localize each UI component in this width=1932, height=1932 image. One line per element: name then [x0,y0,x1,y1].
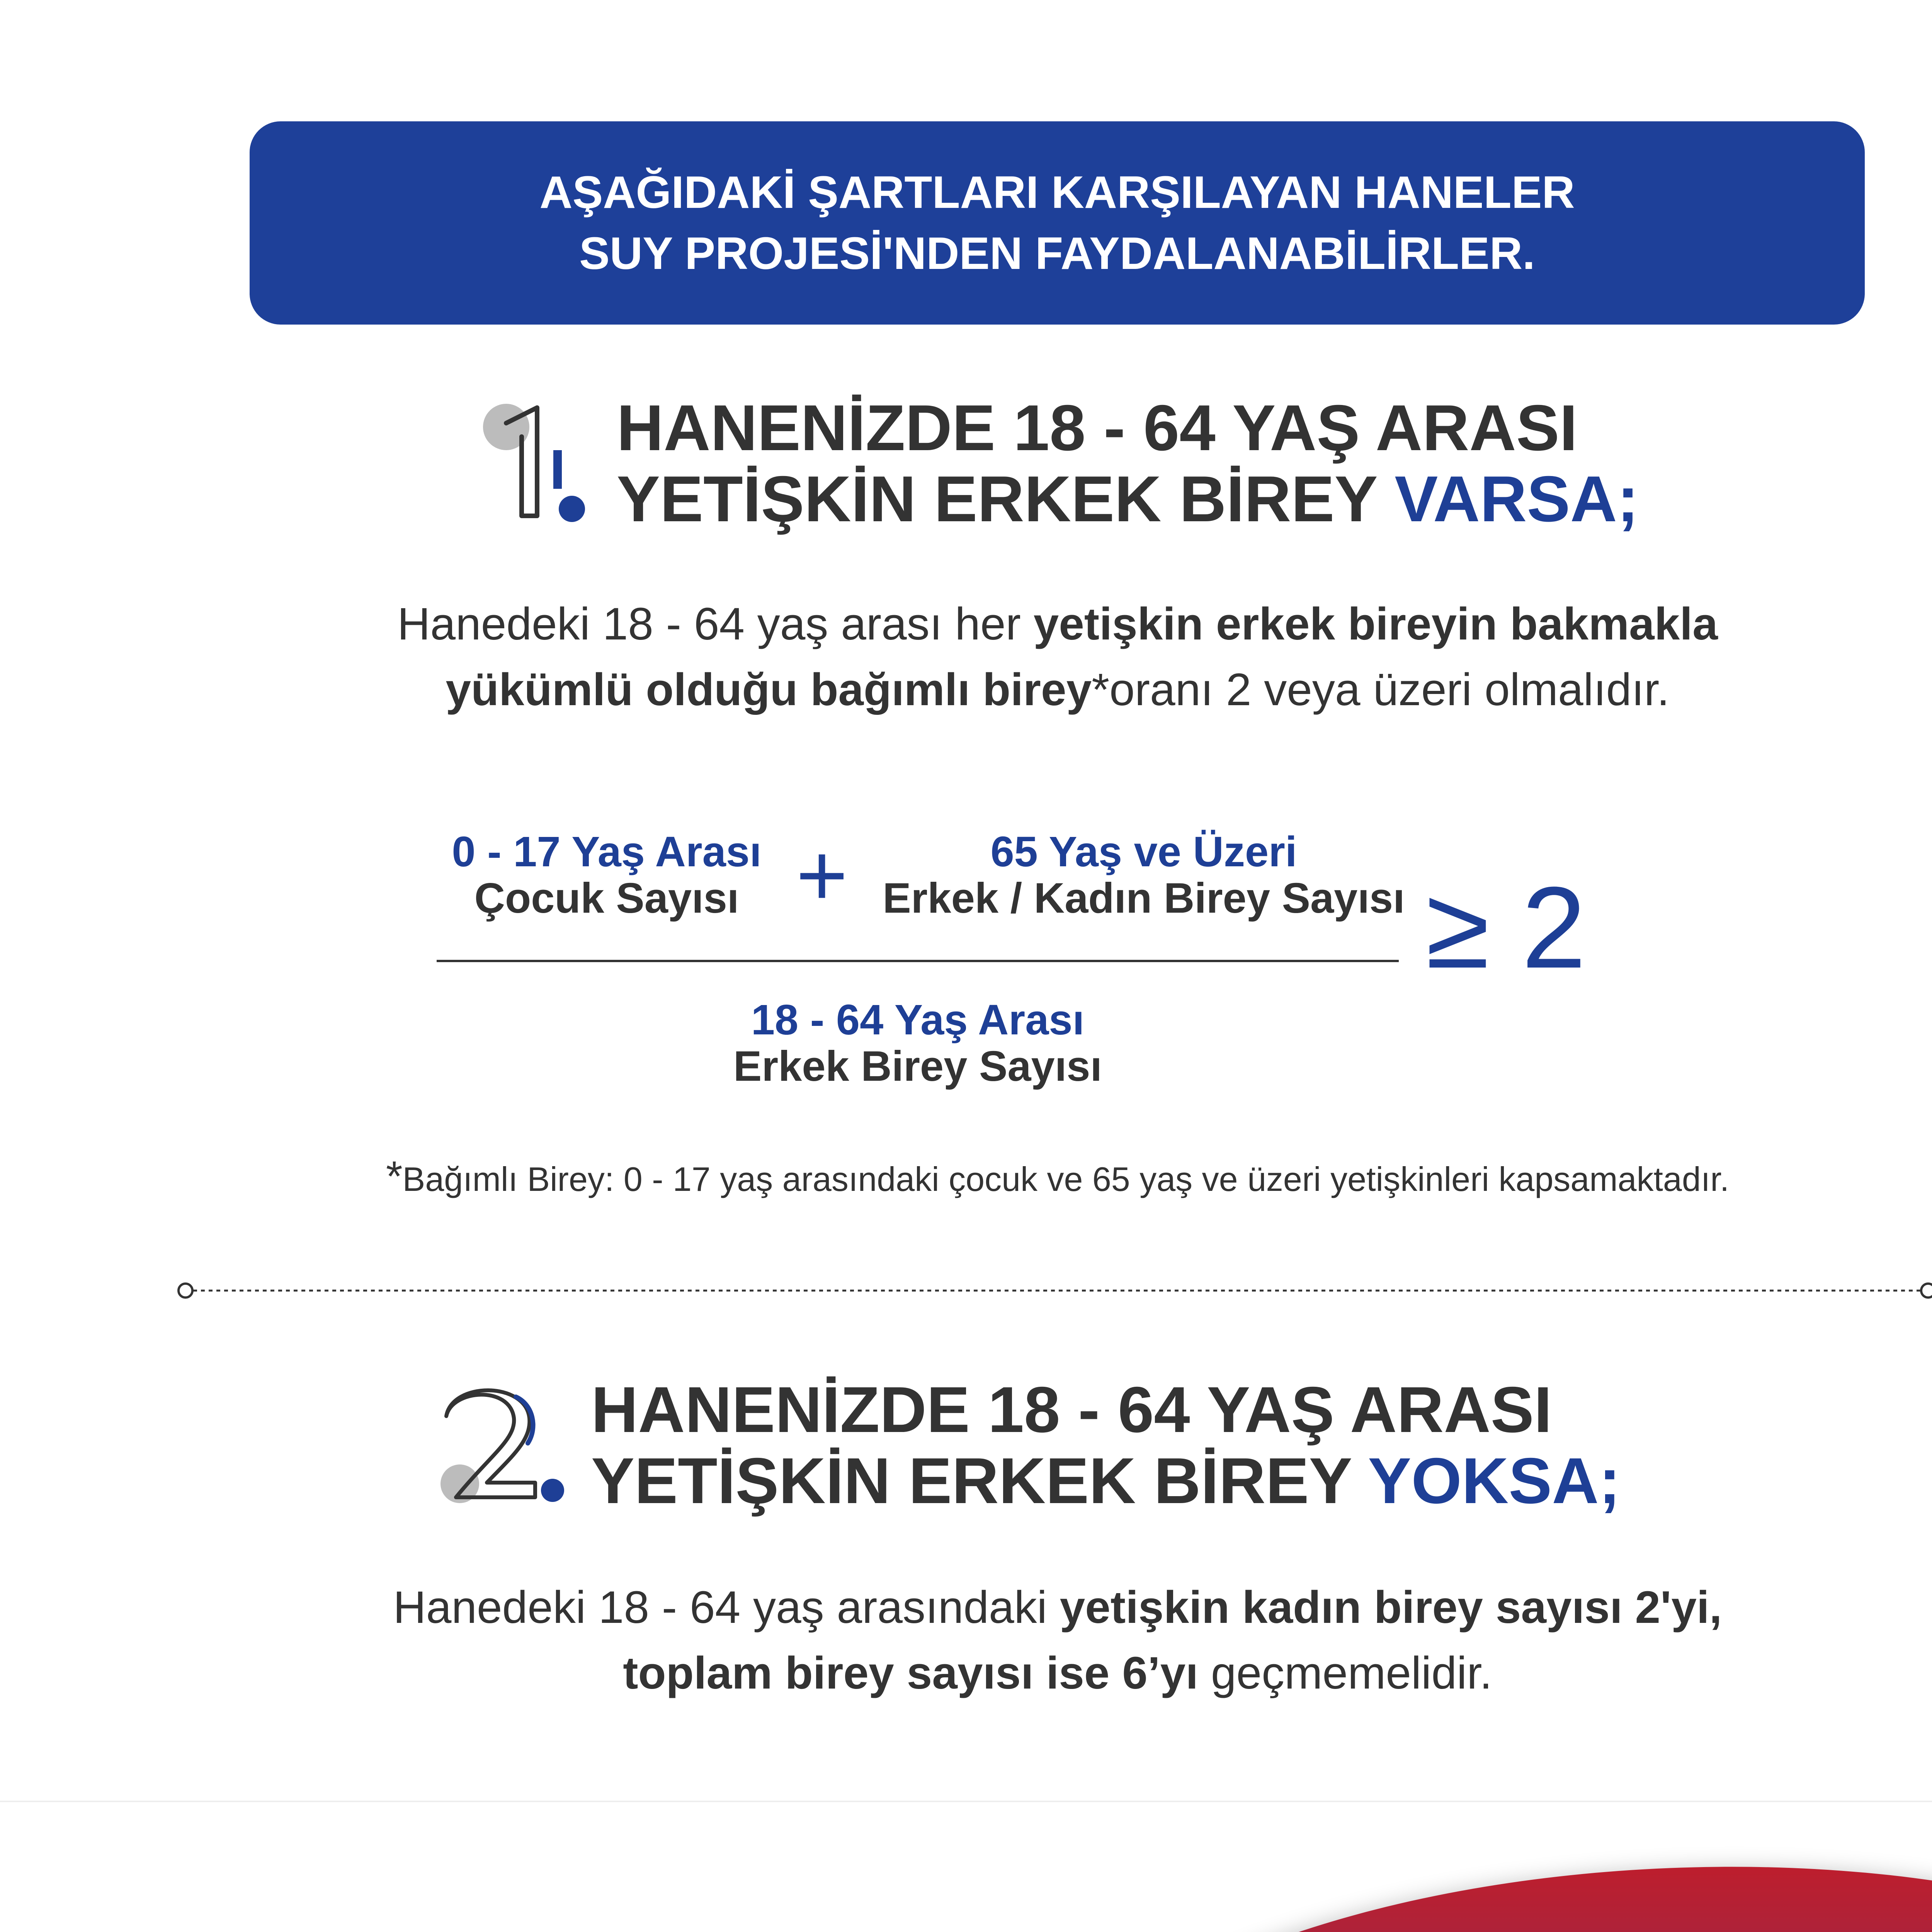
section-2-paragraph-line-2 [0,1640,1932,1706]
section-1-heading [617,392,1639,534]
number-one-icon [479,400,595,527]
formula-plus: + [796,825,848,925]
section-1-heading-highlight: VARSA; [1395,463,1639,535]
number-two-icon [437,1381,564,1509]
formula-fraction-line [437,960,1399,962]
para2-text-b: geçmemelidir. [1198,1648,1492,1699]
bottom-wave [0,1801,1932,1932]
section-2-heading-highlight: YOKSA; [1368,1444,1621,1517]
para2-bold-a: yetişkin kadın birey sayısı 2'yi, [1060,1582,1722,1633]
section-2-heading-line-1: HANENİZDE 18 - 64 YAŞ ARASI [591,1373,1552,1446]
para1-bold-a: yetişkin erkek bireyin bakmakla [1033,599,1718,650]
section-1-heading-prefix: YETİŞKİN ERKEK BİREY [617,463,1395,535]
section-1-paragraph-line-1 [0,591,1932,657]
section-1-heading-line-2 [617,463,1639,534]
section-2-heading-prefix: YETİŞKİN ERKEK BİREY [591,1444,1368,1517]
footnote-star: * [386,1153,403,1200]
section-1-heading-line-1: HANENİZDE 18 - 64 YAŞ ARASI [617,391,1578,464]
para2-bold-b: toplam birey sayısı ise 6’yı [623,1648,1199,1699]
footnote [0,1151,1932,1204]
header-banner [250,121,1865,325]
formula-term-children-bottom: Çocuk Sayısı [474,874,739,922]
formula-term-adult-men-bottom: Erkek Birey Sayısı [733,1043,1102,1090]
section-2-paragraph-line-1 [0,1575,1932,1640]
formula-term-elderly-top: 65 Yaş ve Üzeri [990,828,1297,876]
para2-text-a: Hanedeki 18 - 64 yaş arasındaki [393,1582,1060,1633]
formula-term-elderly [873,829,1414,922]
section-1-paragraph-line-2 [0,657,1932,723]
section-2-heading [591,1374,1621,1516]
formula-term-children [444,829,769,922]
banner-line-1: AŞAĞIDAKİ ŞARTLARI KARŞILAYAN HANELER [539,167,1575,218]
formula-term-adult-men [715,997,1121,1090]
dotted-divider [176,1279,1932,1302]
formula-term-elderly-bottom: Erkek / Kadın Birey Sayısı [883,874,1405,922]
formula-term-adult-men-top: 18 - 64 Yaş Arası [751,996,1085,1044]
formula-comparison: ≥ 2 [1426,862,1586,992]
section-2-paragraph [0,1575,1932,1706]
para1-text-a: Hanedeki 18 - 64 yaş arası her [397,599,1034,650]
formula-term-children-top: 0 - 17 Yaş Arası [452,828,762,876]
banner-line-2: SUY PROJESİ'NDEN FAYDALANABİLİRLER. [579,228,1535,279]
footnote-text: Bağımlı Birey: 0 - 17 yaş arasındaki çocuk ve 65 yaş ve üzeri yetişkinleri kapsamaktadır. [402,1160,1730,1198]
para1-text-b: oranı 2 veya üzeri olmalıdır. [1109,664,1670,715]
section-2-heading-line-2 [591,1445,1621,1516]
para1-star: * [1092,664,1110,715]
para1-bold-b: yükümlü olduğu bağımlı birey [446,664,1092,715]
section-1-paragraph [0,591,1932,723]
